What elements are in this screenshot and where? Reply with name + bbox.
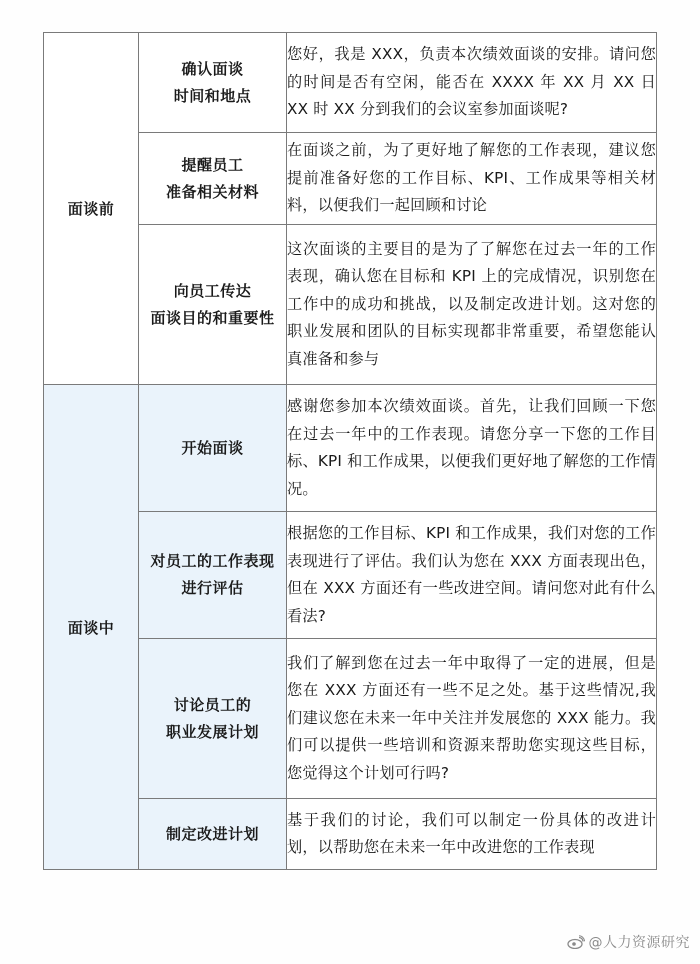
- step-label: [139, 33, 287, 133]
- script-text: 在面谈之前，为了更好地了解您的工作表现，建议您提前准备好您的工作目标、KPI、工作成果等相关材料，以便我们一起回顾和讨论: [287, 133, 657, 225]
- table-row: [44, 385, 657, 512]
- step-label-line: 提醒员工: [181, 155, 244, 174]
- watermark-text: @人力资源研究: [588, 935, 690, 951]
- step-label-line: 面谈目的和重要性: [150, 308, 275, 327]
- step-label-line: 职业发展计划: [165, 722, 259, 741]
- step-label-line: 时间和地点: [173, 86, 252, 105]
- step-label: [139, 133, 287, 225]
- script-text: 这次面谈的主要目的是为了了解您在过去一年的工作表现，确认您在目标和 KPI 上的完成情况，识别您在工作中的成功和挑战，以及制定改进计划。这对您的职业发展和团队的目标实现都非常重要，希望您能认真准备和参与: [287, 225, 657, 385]
- interview-script-table: [43, 32, 657, 870]
- script-text: 您好，我是 XXX，负责本次绩效面谈的安排。请问您的时间是否有空闲，能否在 XXXX 年 XX 月 XX 日 XX 时 XX 分到我们的会议室参加面谈呢?: [287, 33, 657, 133]
- step-label-line: 讨论员工的: [173, 695, 252, 714]
- step-label-line: 向员工传达: [173, 281, 252, 300]
- watermark: [567, 932, 691, 952]
- table-row: [44, 33, 657, 133]
- step-label-line: 确认面谈: [181, 59, 244, 78]
- step-label-line: 进行评估: [181, 579, 244, 597]
- script-text: 根据您的工作目标、KPI 和工作成果，我们对您的工作表现进行了评估。我们认为您在 XXX 方面表现出色，但在 XXX 方面还有一些改进空间。请问您对此有什么看法?: [287, 512, 657, 639]
- step-label: [139, 799, 287, 870]
- step-label: [139, 639, 287, 799]
- step-label-line: 对员工的工作表现: [150, 552, 275, 570]
- step-label-line: 制定改进计划: [165, 824, 259, 843]
- weibo-icon: [567, 935, 585, 949]
- script-text: 基于我们的讨论，我们可以制定一份具体的改进计划，以帮助您在未来一年中改进您的工作表现: [287, 799, 657, 870]
- script-text: 我们了解到您在过去一年中取得了一定的进展，但是您在 XXX 方面还有一些不足之处。基于这些情况,我们建议您在未来一年中关注并发展您的 XXX 能力。我们可以提供一些培训和资源来帮助您实现这些目标，您觉得这个计划可行吗?: [287, 639, 657, 799]
- step-label-line: 开始面谈: [181, 438, 244, 457]
- step-label: [139, 385, 287, 512]
- script-text: 感谢您参加本次绩效面谈。首先，让我们回顾一下您在过去一年中的工作表现。请您分享一下您的工作目标、KPI 和工作成果，以便我们更好地了解您的工作情况。: [287, 385, 657, 512]
- step-label-line: 准备相关材料: [165, 182, 259, 201]
- phase-label-during: 面谈中: [44, 385, 139, 870]
- phase-label-before: 面谈前: [44, 33, 139, 385]
- step-label: [139, 225, 287, 385]
- step-label: [139, 512, 287, 639]
